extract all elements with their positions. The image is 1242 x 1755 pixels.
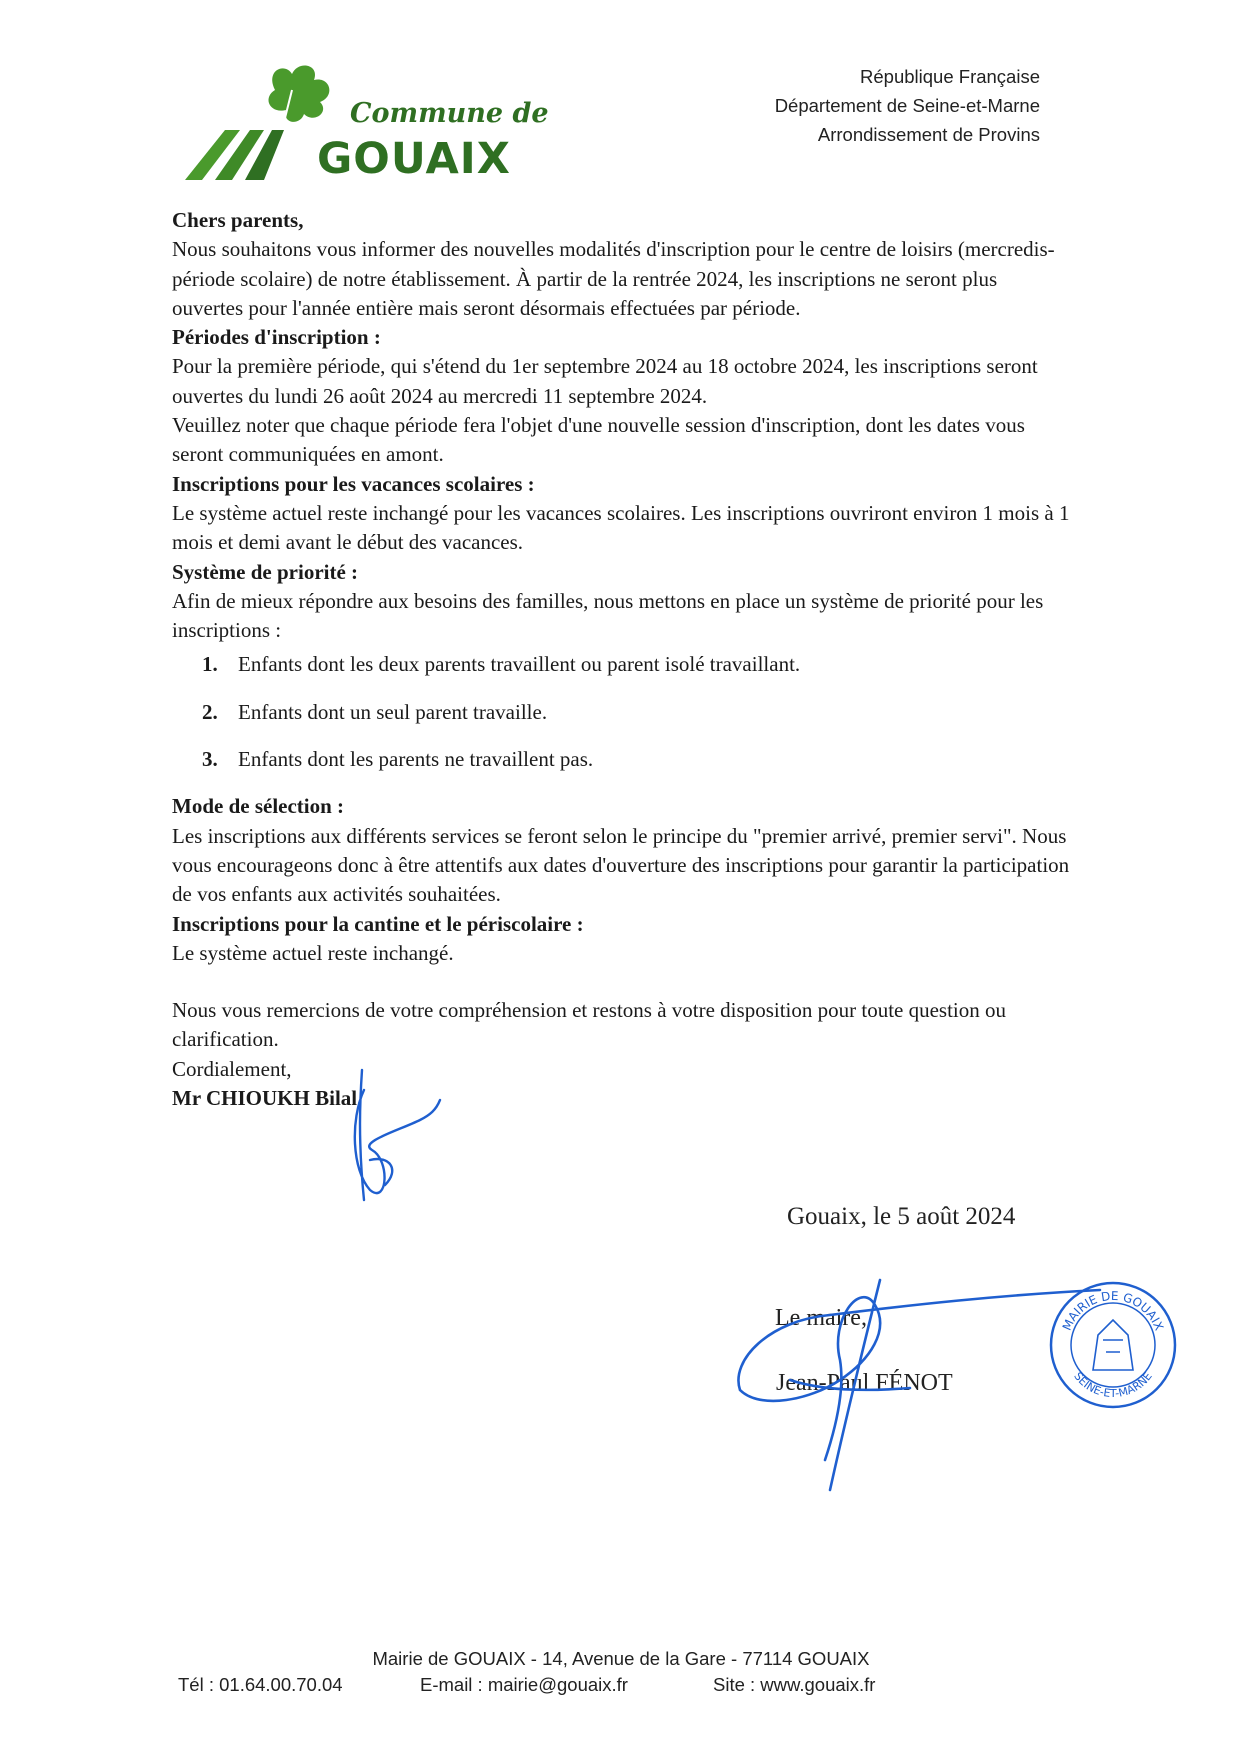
footer-address: Mairie de GOUAIX - 14, Avenue de la Gare - 77114 GOUAIX — [372, 1648, 870, 1669]
list-item-number: 1. — [202, 652, 218, 677]
holidays-heading: Inscriptions pour les vacances scolaires : — [172, 471, 535, 496]
greeting: Chers parents, — [172, 208, 304, 232]
town-seal-icon — [1048, 1280, 1178, 1410]
priority-list — [172, 650, 1072, 774]
letter-body — [172, 206, 1072, 1113]
list-item — [172, 745, 1072, 774]
seal-bottom-text: SEINE-ET-MARNE — [1071, 1369, 1155, 1401]
priority-intro: Afin de mieux répondre aux besoins des familles, nous mettons en place un système de priorité pour les inscriptions : — [172, 588, 1044, 643]
seal-top-text: MAIRIE DE GOUAIX — [1059, 1288, 1167, 1333]
list-item-text: Enfants dont un seul parent travaille. — [238, 699, 548, 724]
selection-heading: Mode de sélection : — [172, 794, 345, 819]
closing-paragraph: Nous vous remercions de votre compréhension et restons à votre disposition pour toute question ou clarification. — [172, 998, 1007, 1052]
signer-name: Mr CHIOUKH Bilal. — [172, 1086, 363, 1111]
priority-heading: Système de priorité : — [172, 559, 359, 584]
arrondissement-label: Arrondissement de Provins — [817, 124, 1040, 145]
intro-paragraph: Nous souhaitons vous informer des nouvelles modalités d'inscription pour le centre de loisirs (mercredis-période scolaire) de notre établissement. À partir de la rentrée 2024, les inscriptions ne seront plus ouvertes pour l'année entière mais seront désormais effectuées par période. — [172, 237, 1055, 320]
republic-label: République Française — [860, 66, 1040, 87]
list-item — [172, 698, 1072, 727]
list-item — [172, 650, 1072, 679]
regards: Cordialement, — [172, 1056, 292, 1081]
canteen-heading: Inscriptions pour la cantine et le périscolaire : — [172, 911, 584, 936]
periods-paragraph-1: Pour la première période, qui s'étend du 1er septembre 2024 au 18 octobre 2024, les inscriptions seront ouvertes du lundi 26 août 2024 au mercredi 11 septembre 2024. — [172, 354, 1038, 408]
logo-commune-de: Commune de — [350, 98, 549, 129]
list-item-number: 3. — [202, 747, 218, 772]
footer-phone: Tél : 01.64.00.70.04 — [178, 1674, 343, 1695]
commune-logo — [180, 60, 549, 190]
mayor-name: Jean-Paul FÉNOT — [776, 1370, 953, 1396]
header-administrative-info — [775, 62, 1040, 149]
canteen-paragraph: Le système actuel reste inchangé. — [172, 940, 454, 965]
periods-heading: Périodes d'inscription : — [172, 325, 381, 350]
place-and-date: Gouaix, le 5 août 2024 — [787, 1203, 1016, 1230]
selection-paragraph: Les inscriptions aux différents services se feront selon le principe du "premier arrivé, premier servi". Nous vous encourageons donc à être attentifs aux dates d'ouverture des inscriptions pour garantir la participation de vos enfants aux activités souhaitées. — [172, 823, 1070, 907]
footer-site: Site : www.gouaix.fr — [713, 1674, 876, 1695]
list-item-text: Enfants dont les parents ne travaillent pas. — [238, 747, 594, 772]
list-item-number: 2. — [202, 699, 218, 724]
logo-gouaix: GOUAIX — [317, 134, 511, 184]
periods-paragraph-2: Veuillez noter que chaque période fera l'objet d'une nouvelle session d'inscription, dont les dates vous seront communiquées en amont. — [172, 413, 1025, 467]
mayor-title: Le maire, — [775, 1305, 867, 1331]
footer-email: E-mail : mairie@gouaix.fr — [420, 1674, 628, 1695]
holidays-paragraph: Le système actuel reste inchangé pour les vacances scolaires. Les inscriptions ouvriront environ 1 mois à 1 mois et demi avant le début des vacances. — [172, 500, 1070, 555]
list-item-text: Enfants dont les deux parents travaillent ou parent isolé travaillant. — [238, 652, 801, 677]
svg-text:SEINE-ET-MARNE — [1071, 1370, 1155, 1400]
department-label: Département de Seine-et-Marne — [774, 95, 1040, 116]
